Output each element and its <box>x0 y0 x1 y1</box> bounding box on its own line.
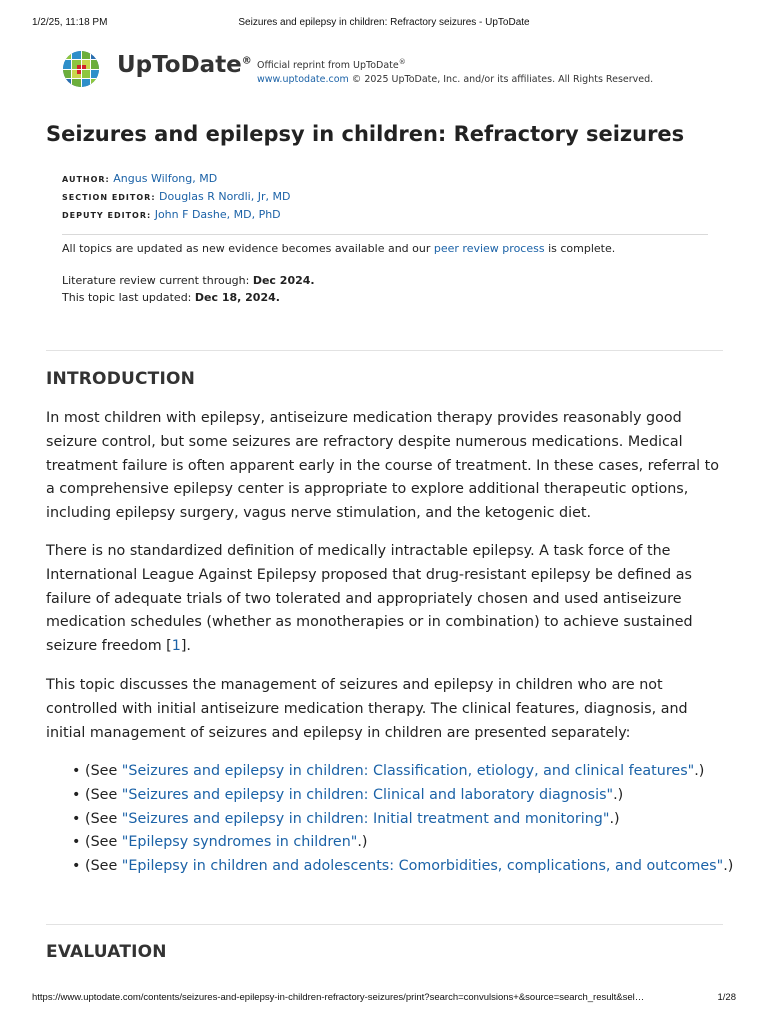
deputy-editor-row <box>62 206 290 224</box>
see-prefix: (See <box>85 786 122 803</box>
contributors-divider <box>62 234 708 235</box>
deputy-editor-link[interactable]: John F Dashe, MD, PhD <box>154 208 281 221</box>
see-suffix: .) <box>357 834 368 851</box>
intro-paragraph-1: In most children with epilepsy, antiseizure medication therapy provides reasonably good seizure control, but some seizures are refractory despite numerous medications. Medical treatment failure is often apparent early in the course of treatment. In these cases, referral to a comprehensive epilepsy center is appropriate to explore additional therapeutic options, including epilepsy surgery, vagus nerve stimulation, and the ketogenic diet. <box>46 410 719 522</box>
p2-text-end: ]. <box>180 638 191 655</box>
page-title: Seizures and epilepsy in children: Refractory seizures <box>46 122 685 146</box>
last-updated-label: This topic last updated: <box>62 291 195 304</box>
page-number: 1/28 <box>717 992 736 1003</box>
author-role: AUTHOR: <box>62 175 110 184</box>
list-item <box>72 831 745 855</box>
review-dates <box>62 272 315 306</box>
list-item <box>72 784 745 808</box>
see-also-list <box>46 760 745 879</box>
evaluation-heading: EVALUATION <box>46 942 167 962</box>
see-suffix: .) <box>609 810 620 827</box>
lit-review-label: Literature review current through: <box>62 274 253 287</box>
notice-text-after: is complete. <box>544 242 616 255</box>
intro-paragraph-3: This topic discusses the management of seizures and epilepsy in children who are not controlled with initial antiseizure medication therapy. The clinical features, diagnosis, and initial management of seizures and epilepsy in children are presented separately: <box>46 677 688 741</box>
topic-link-comorbidities[interactable]: "Epilepsy in children and adolescents: Comorbidities, complications, and outcomes" <box>121 858 724 875</box>
bullet: • <box>72 834 81 851</box>
contributors-list <box>62 170 290 224</box>
deputy-editor-role: DEPUTY EDITOR: <box>62 211 152 220</box>
section-divider <box>46 924 723 925</box>
uptodate-link[interactable]: www.uptodate.com <box>257 74 349 86</box>
print-datetime: 1/2/25, 11:18 PM <box>32 17 108 28</box>
brand-name: UpToDate® <box>117 52 252 78</box>
see-suffix: .) <box>694 763 705 779</box>
p2-text: There is no standardized definition of medically intractable epilepsy. A task force of the International League Against Epilepsy proposed that drug-resistant epilepsy be defined as failure of adequate trials of two tolerated and appropriately chosen and used antiseizure medication schedules (whether as monotherapies or in combination) to achieve sustained seizure freedom [ <box>46 543 693 655</box>
notice-text-before: All topics are updated as new evidence becomes available and our <box>62 242 434 255</box>
peer-review-link[interactable]: peer review process <box>433 242 545 255</box>
registered-mark: ® <box>241 55 252 67</box>
bullet: • <box>72 810 81 827</box>
see-suffix: .) <box>723 858 734 875</box>
see-prefix: (See <box>85 763 122 779</box>
author-link[interactable]: Angus Wilfong, MD <box>113 172 218 185</box>
see-suffix: .) <box>613 786 624 803</box>
see-prefix: (See <box>85 810 122 827</box>
topic-link-initial-treatment[interactable]: "Seizures and epilepsy in children: Initial treatment and monitoring" <box>121 810 610 827</box>
section-divider <box>46 350 723 351</box>
print-page-title: Seizures and epilepsy in children: Refractory seizures - UpToDate <box>238 17 530 28</box>
topic-link-classification[interactable]: "Seizures and epilepsy in children: Classification, etiology, and clinical features" <box>121 763 695 779</box>
section-editor-role: SECTION EDITOR: <box>62 193 156 202</box>
bullet: • <box>72 786 81 803</box>
lit-review-date: Dec 2024. <box>252 274 315 287</box>
list-item <box>72 760 745 784</box>
introduction-heading: INTRODUCTION <box>46 369 196 389</box>
print-header <box>32 17 736 31</box>
reprint-line: Official reprint from UpToDate <box>257 60 399 72</box>
see-prefix: (See <box>85 858 122 875</box>
last-updated-date: Dec 18, 2024. <box>194 291 280 304</box>
copyright-text: © 2025 UpToDate, Inc. and/or its affiliates. All Rights Reserved. <box>348 74 654 86</box>
print-footer <box>32 992 736 1006</box>
list-item <box>72 808 745 832</box>
update-notice <box>62 242 615 255</box>
topic-link-diagnosis[interactable]: "Seizures and epilepsy in children: Clinical and laboratory diagnosis" <box>121 786 614 803</box>
section-editor-row <box>62 188 290 206</box>
uptodate-globe-icon <box>62 50 100 88</box>
reprint-notice <box>257 55 653 87</box>
list-item <box>72 855 745 879</box>
author-row <box>62 170 290 188</box>
reprint-registered-mark: ® <box>398 58 406 66</box>
print-url: https://www.uptodate.com/contents/seizures-and-epilepsy-in-children-refractory-seizures/print?search=convulsions+&source=search_result&sel… <box>32 992 645 1003</box>
topic-link-epilepsy-syndromes[interactable]: "Epilepsy syndromes in children" <box>121 834 358 851</box>
reference-1-link[interactable]: 1 <box>171 638 181 655</box>
section-editor-link[interactable]: Douglas R Nordli, Jr, MD <box>159 190 291 203</box>
see-prefix: (See <box>85 834 122 851</box>
bullet: • <box>72 763 81 779</box>
intro-paragraph-2 <box>46 540 721 659</box>
bullet: • <box>72 858 81 875</box>
